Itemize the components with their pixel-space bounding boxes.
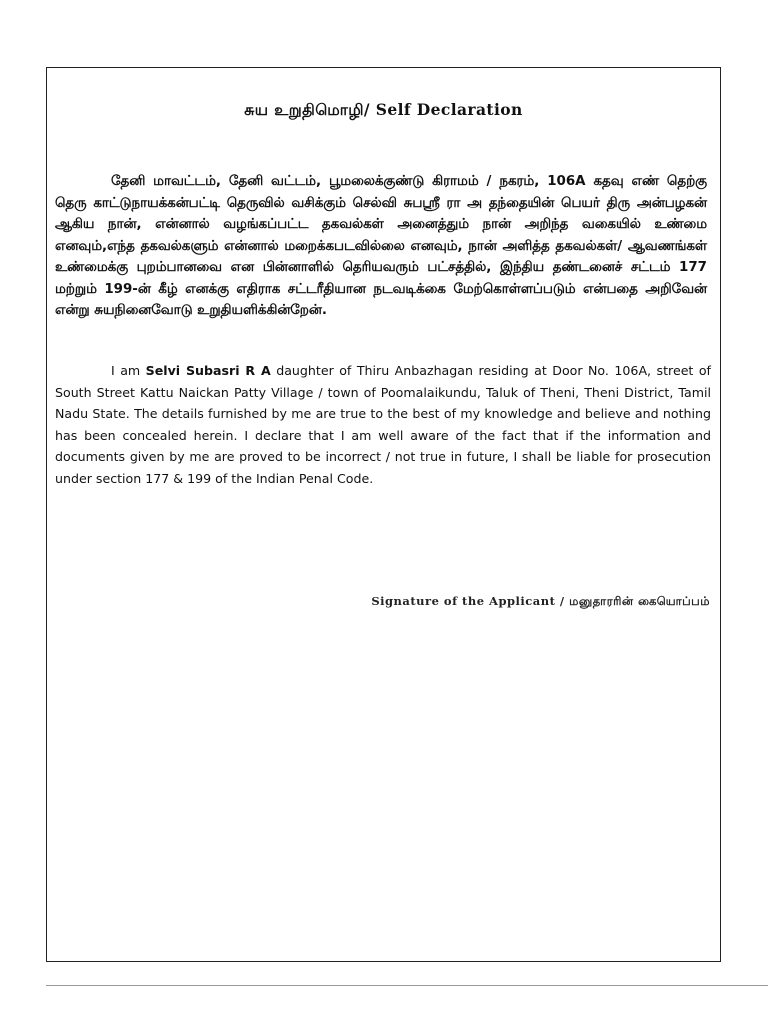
english-prefix: I am — [111, 363, 146, 378]
tamil-declaration-paragraph: தேனி மாவட்டம், தேனி வட்டம், பூமலைக்குண்டு கிராமம் / நகரம், 106A கதவு எண் தெற்கு தெரு காட்டுநாயக்கன்பட்டி தெருவில் வசிக்கும் செல்வி சுபஸ்ரீ ரா அ தந்தையின் பெயர் திரு அன்பழகன் ஆகிய நான், என்னால் வழங்கப்பட்ட தகவல்கள் அனைத்தும் நான் அறிந்த வகையில் உண்மை எனவும்,எந்த தகவல்களும் என்னால் மறைக்கபடவில்லை எனவும், நான் அளித்த தகவல்கள்/ ஆவணங்கள் உண்மைக்கு புறம்பானவை என பின்னாளில் தெரியவரும் பட்சத்தில், இந்திய தண்டனைச் சட்டம் 177 மற்றும் 199-ன் கீழ் எனக்கு எதிராக சட்டரீதியான நடவடிக்கை மேற்கொள்ளப்படும் என்பதை அறிவேன் என்று சுயநினைவோடு உறுதியளிக்கின்றேன். — [55, 174, 707, 318]
english-declaration-paragraph — [55, 360, 711, 489]
applicant-name: Selvi Subasri R A — [145, 363, 271, 378]
english-body: daughter of Thiru Anbazhagan residing at Door No. 106A, street of South Street Kattu Naickan Patty Village / town of Poomalaikundu, Taluk of Theni, Theni District, Tamil Nadu State. The details furnished by me are true to the best of my knowledge and believe and nothing has been concealed herein. I declare that I am well aware of the fact that if the information and documents given by me are proved to be incorrect / not true in future, I shall be liable for prosecution under section 177 & 199 of the Indian Penal Code. — [55, 363, 711, 486]
declaration-page — [46, 67, 721, 962]
footer-divider — [46, 985, 768, 986]
document-title: சுய உறுதிமொழி/ Self Declaration — [244, 100, 523, 119]
signature-label: Signature of the Applicant / மனுதாரரின் கையொப்பம் — [371, 594, 710, 608]
